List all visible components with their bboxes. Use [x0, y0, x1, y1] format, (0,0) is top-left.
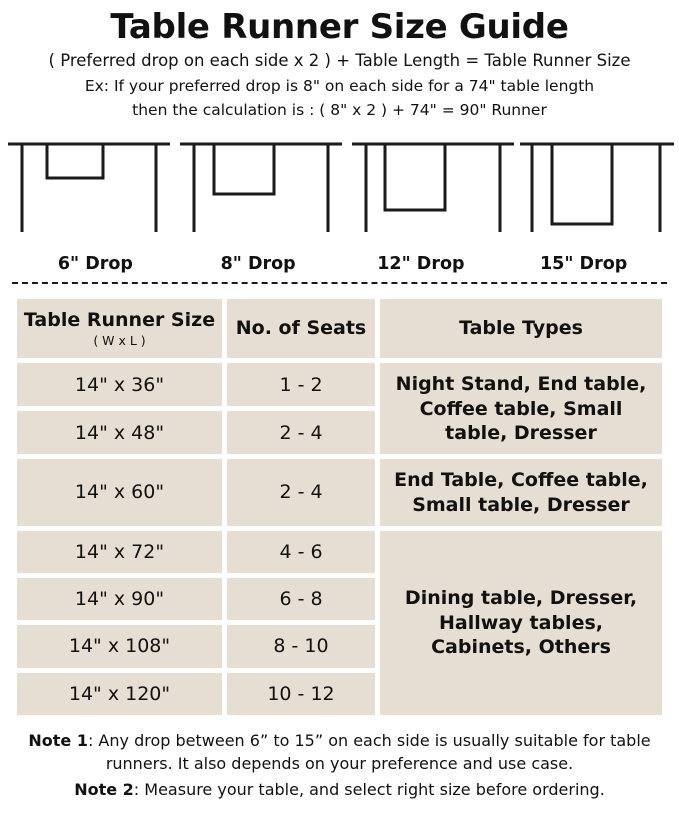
cell-seats: 10 - 12 [227, 673, 375, 715]
example-line-2: then the calculation is : ( 8" x 2 ) + 74" = 90" Runner [132, 101, 547, 120]
header-types: Table Types [380, 299, 662, 358]
header-size-label: Table Runner Size [23, 308, 216, 331]
cell-size: 14" x 60" [17, 459, 222, 526]
cell-types-group-3: Dining table, Dresser, Hallway tables, Cabinets, Others [380, 531, 662, 715]
cell-types-group-1: Night Stand, End table, Coffee table, Small table, Dresser [380, 363, 662, 454]
cell-size: 14" x 36" [17, 363, 222, 406]
cell-size: 14" x 120" [17, 673, 222, 715]
size-table [12, 294, 667, 720]
note-1-label: Note 1 [28, 731, 88, 751]
cell-seats: 1 - 2 [227, 363, 375, 406]
note-1-text: : Any drop between 6” to 15” on each side is usually suitable for table runners. It also depends on your preference and use case. [87, 731, 651, 773]
cell-size: 14" x 108" [17, 625, 222, 667]
cell-types-group-2: End Table, Coffee table, Small table, Dresser [380, 459, 662, 526]
table-row [17, 531, 662, 573]
header-seats: No. of Seats [227, 299, 375, 358]
example-line-1: Ex: If your preferred drop is 8" on each side for a 74" table length [84, 77, 595, 96]
drop-label-15: 15" Drop [539, 253, 628, 274]
table-row [17, 363, 662, 406]
note-2-label: Note 2 [74, 779, 134, 799]
header-size-sublabel: ( W x L ) [93, 333, 146, 349]
note-1 [12, 730, 667, 775]
cell-seats: 2 - 4 [227, 459, 375, 526]
cell-size: 14" x 90" [17, 578, 222, 620]
cell-seats: 8 - 10 [227, 625, 375, 667]
size-table-wrap [0, 284, 679, 720]
cell-seats: 4 - 6 [227, 531, 375, 573]
cell-size: 14" x 72" [17, 531, 222, 573]
table-row [17, 459, 662, 526]
table-drop-diagram [0, 132, 679, 252]
header-size [17, 299, 222, 358]
drop-label-row [0, 254, 679, 274]
cell-size: 14" x 48" [17, 411, 222, 454]
drop-label-6: 6" Drop [57, 253, 133, 274]
size-guide-page [0, 8, 679, 834]
drop-label-8: 8" Drop [220, 253, 296, 274]
formula-line: ( Preferred drop on each side x 2 ) + Table Length = Table Runner Size [48, 51, 631, 71]
cell-seats: 6 - 8 [227, 578, 375, 620]
note-2-text: : Measure your table, and select right size before ordering. [133, 779, 605, 799]
page-title: Table Runner Size Guide [110, 7, 569, 47]
notes-section [0, 720, 679, 801]
drop-illustration-svg [0, 132, 679, 252]
note-2 [12, 779, 667, 802]
cell-seats: 2 - 4 [227, 411, 375, 454]
drop-label-12: 12" Drop [377, 253, 465, 274]
table-header-row [17, 299, 662, 358]
